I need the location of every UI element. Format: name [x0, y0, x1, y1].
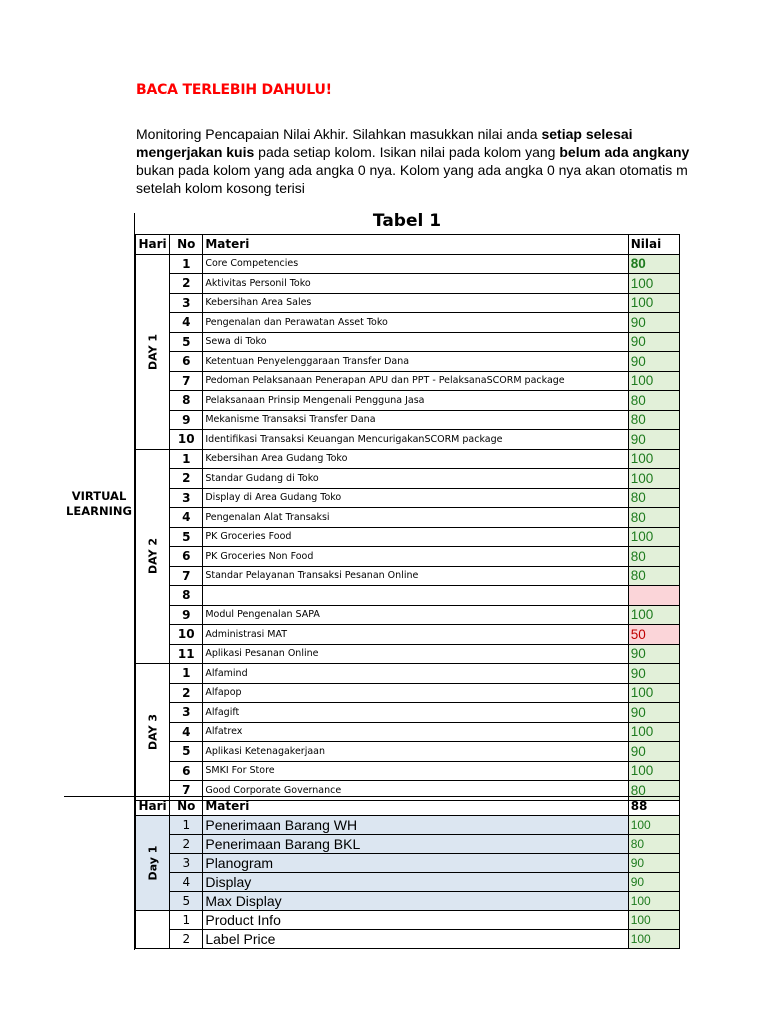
- materi-cell: Good Corporate Governance: [203, 781, 628, 801]
- table-row: [136, 683, 680, 703]
- score-cell[interactable]: 80: [628, 488, 679, 508]
- materi-cell: Pedoman Pelaksanaan Penerapan APU dan PPT - PelaksanaSCORM package: [203, 371, 628, 391]
- row-number: 2: [170, 274, 203, 294]
- score-cell[interactable]: 80: [628, 566, 679, 586]
- table-row: [136, 742, 680, 762]
- materi-cell: Identifikasi Transaksi Keuangan MencurigakanSCORM package: [203, 430, 628, 450]
- section-divider: [64, 796, 135, 797]
- table-row: [136, 892, 680, 911]
- row-number: 3: [170, 854, 203, 873]
- table-row: [136, 644, 680, 664]
- row-number: 4: [170, 313, 203, 333]
- table-row: [136, 854, 680, 873]
- table-row: [136, 274, 680, 294]
- materi-cell: Penerimaan Barang WH: [203, 816, 628, 835]
- score-cell[interactable]: 100: [628, 469, 679, 489]
- intro-text: Monitoring Pencapaian Nilai Akhir. Silahkan masukkan nilai anda: [136, 126, 542, 142]
- score-cell[interactable]: 100: [628, 293, 679, 313]
- materi-cell: Aplikasi Pesanan Online: [203, 644, 628, 664]
- row-number: 5: [170, 742, 203, 762]
- materi-cell: Ketentuan Penyelenggaraan Transfer Dana: [203, 352, 628, 372]
- score-cell[interactable]: 90: [628, 430, 679, 450]
- table-row: [136, 449, 680, 469]
- row-number: 4: [170, 508, 203, 528]
- score-cell[interactable]: 80: [628, 391, 679, 411]
- day-label: Day 1: [146, 845, 160, 881]
- header-hari: Hari: [136, 235, 170, 255]
- materi-cell: PK Groceries Food: [203, 527, 628, 547]
- table-row: [136, 469, 680, 489]
- row-number: 1: [170, 254, 203, 274]
- table-row: [136, 664, 680, 684]
- table-row: [136, 547, 680, 567]
- header-no: No: [170, 797, 203, 816]
- table-row: [136, 293, 680, 313]
- header-nilai: Nilai: [628, 235, 679, 255]
- header-hari: Hari: [136, 797, 170, 816]
- row-number: 7: [170, 371, 203, 391]
- score-cell[interactable]: [628, 586, 679, 606]
- materi-cell: Alfapop: [203, 683, 628, 703]
- score-cell[interactable]: 100: [628, 761, 679, 781]
- row-number: 6: [170, 352, 203, 372]
- intro-emphasis: mengerjakan kuis: [136, 144, 255, 160]
- row-number: 7: [170, 566, 203, 586]
- materi-cell: Penerimaan Barang BKL: [203, 835, 628, 854]
- score-cell[interactable]: 80: [628, 835, 679, 854]
- row-number: 2: [170, 835, 203, 854]
- table-row: [136, 430, 680, 450]
- intro-line-4: setelah kolom kosong terisi: [136, 180, 305, 196]
- score-cell[interactable]: 80: [628, 254, 679, 274]
- table-row: [136, 352, 680, 372]
- table-row: [136, 488, 680, 508]
- materi-cell: Aplikasi Ketenagakerjaan: [203, 742, 628, 762]
- materi-cell: Display di Area Gudang Toko: [203, 488, 628, 508]
- row-number: 2: [170, 930, 203, 949]
- materi-cell: Modul Pengenalan SAPA: [203, 605, 628, 625]
- materi-cell: Pelaksanaan Prinsip Mengenali Pengguna Jasa: [203, 391, 628, 411]
- table-row: [136, 703, 680, 723]
- materi-cell: Pengenalan dan Perawatan Asset Toko: [203, 313, 628, 333]
- materi-cell: Alfatrex: [203, 722, 628, 742]
- table-row: [136, 835, 680, 854]
- virtual-learning-label: [64, 489, 134, 519]
- table-row: [136, 873, 680, 892]
- score-cell[interactable]: 100: [628, 605, 679, 625]
- materi-cell: Kebersihan Area Sales: [203, 293, 628, 313]
- score-cell[interactable]: 50: [628, 625, 679, 645]
- materi-cell: Sewa di Toko: [203, 332, 628, 352]
- table-header-row: [136, 235, 680, 255]
- table-row: [136, 391, 680, 411]
- score-cell[interactable]: 90: [628, 313, 679, 333]
- row-number: 5: [170, 527, 203, 547]
- total-score: 88: [628, 797, 679, 816]
- score-cell[interactable]: 90: [628, 644, 679, 664]
- materi-cell: Administrasi MAT: [203, 625, 628, 645]
- score-table-1: [135, 234, 680, 801]
- table-header-row: [136, 797, 680, 816]
- table-row: [136, 586, 680, 606]
- score-cell[interactable]: 100: [628, 274, 679, 294]
- row-number: 9: [170, 605, 203, 625]
- table-row: [136, 911, 680, 930]
- day-cell: [136, 911, 170, 949]
- day-label: DAY 3: [146, 713, 160, 750]
- table-row: [136, 254, 680, 274]
- side-label-line-2: LEARNING: [66, 504, 132, 518]
- day-label: DAY 2: [146, 538, 160, 575]
- score-cell[interactable]: 90: [628, 742, 679, 762]
- materi-cell: PK Groceries Non Food: [203, 547, 628, 567]
- table-row: [136, 527, 680, 547]
- row-number: 5: [170, 332, 203, 352]
- row-number: 3: [170, 488, 203, 508]
- materi-cell: SMKI For Store: [203, 761, 628, 781]
- score-cell[interactable]: 100: [628, 816, 679, 835]
- table-row: [136, 410, 680, 430]
- materi-cell: Planogram: [203, 854, 628, 873]
- table-title: Tabel 1: [372, 211, 442, 231]
- row-number: 6: [170, 761, 203, 781]
- side-label-line-1: VIRTUAL: [71, 489, 127, 503]
- table-row: [136, 722, 680, 742]
- score-table-2: [135, 796, 680, 949]
- materi-cell: Product Info: [203, 911, 628, 930]
- day-cell: [136, 664, 170, 801]
- row-number: 3: [170, 293, 203, 313]
- table-row: [136, 332, 680, 352]
- materi-cell: [203, 586, 628, 606]
- day-label: DAY 1: [146, 333, 160, 370]
- row-number: 4: [170, 873, 203, 892]
- score-cell[interactable]: 80: [628, 547, 679, 567]
- score-cell[interactable]: 90: [628, 664, 679, 684]
- row-number: 2: [170, 683, 203, 703]
- score-cell[interactable]: 90: [628, 352, 679, 372]
- materi-cell: Standar Gudang di Toko: [203, 469, 628, 489]
- intro-line-1: [136, 125, 768, 143]
- materi-cell: Pengenalan Alat Transaksi: [203, 508, 628, 528]
- score-cell[interactable]: 100: [628, 527, 679, 547]
- row-number: 3: [170, 703, 203, 723]
- score-cell[interactable]: 80: [628, 508, 679, 528]
- day-cell: [136, 816, 170, 911]
- materi-cell: Standar Pelayanan Transaksi Pesanan Online: [203, 566, 628, 586]
- day-cell: [136, 449, 170, 664]
- row-number: 1: [170, 664, 203, 684]
- day-cell: [136, 254, 170, 449]
- materi-cell: Core Competencies: [203, 254, 628, 274]
- score-cell[interactable]: 100: [628, 892, 679, 911]
- score-cell[interactable]: 80: [628, 410, 679, 430]
- intro-text: pada setiap kolom. Isikan nilai pada kolom yang: [254, 144, 560, 160]
- intro-paragraph: [136, 125, 768, 197]
- score-cell[interactable]: 100: [628, 371, 679, 391]
- table-row: [136, 605, 680, 625]
- header-materi: Materi: [203, 235, 628, 255]
- table-row: [136, 761, 680, 781]
- header-no: No: [170, 235, 203, 255]
- row-number: 4: [170, 722, 203, 742]
- warning-heading: BACA TERLEBIH DAHULU!: [136, 82, 332, 98]
- header-materi: Materi: [203, 797, 628, 816]
- materi-cell: Aktivitas Personil Toko: [203, 274, 628, 294]
- intro-line-3: bukan pada kolom yang ada angka 0 nya. Kolom yang ada angka 0 nya akan otomatis m: [136, 162, 688, 178]
- score-cell[interactable]: 90: [628, 703, 679, 723]
- score-cell[interactable]: 100: [628, 911, 679, 930]
- materi-cell: Alfamind: [203, 664, 628, 684]
- table-row: [136, 816, 680, 835]
- table-row: [136, 508, 680, 528]
- score-cell[interactable]: 90: [628, 873, 679, 892]
- score-cell[interactable]: 80: [628, 781, 679, 801]
- row-number: 11: [170, 644, 203, 664]
- row-number: 10: [170, 625, 203, 645]
- materi-cell: Mekanisme Transaksi Transfer Dana: [203, 410, 628, 430]
- row-number: 8: [170, 391, 203, 411]
- table-row: [136, 566, 680, 586]
- materi-cell: Label Price: [203, 930, 628, 949]
- table-row: [136, 625, 680, 645]
- row-number: 2: [170, 469, 203, 489]
- row-number: 1: [170, 911, 203, 930]
- row-number: 6: [170, 547, 203, 567]
- score-cell[interactable]: 100: [628, 683, 679, 703]
- materi-cell: Alfagift: [203, 703, 628, 723]
- materi-cell: Max Display: [203, 892, 628, 911]
- table-row: [136, 313, 680, 333]
- intro-emphasis: setiap selesai: [541, 126, 633, 142]
- score-cell[interactable]: 100: [628, 722, 679, 742]
- row-number: 8: [170, 586, 203, 606]
- score-cell[interactable]: 90: [628, 332, 679, 352]
- row-number: 5: [170, 892, 203, 911]
- intro-emphasis: belum ada angkany: [559, 144, 690, 160]
- score-cell[interactable]: 100: [628, 930, 679, 949]
- table-row: [136, 371, 680, 391]
- score-cell[interactable]: 100: [628, 449, 679, 469]
- row-number: 1: [170, 816, 203, 835]
- materi-cell: Display: [203, 873, 628, 892]
- score-cell[interactable]: 90: [628, 854, 679, 873]
- materi-cell: Kebersihan Area Gudang Toko: [203, 449, 628, 469]
- row-number: 1: [170, 449, 203, 469]
- row-number: 10: [170, 430, 203, 450]
- row-number: 9: [170, 410, 203, 430]
- row-number: 7: [170, 781, 203, 801]
- table-row: [136, 930, 680, 949]
- intro-line-2: [136, 143, 768, 161]
